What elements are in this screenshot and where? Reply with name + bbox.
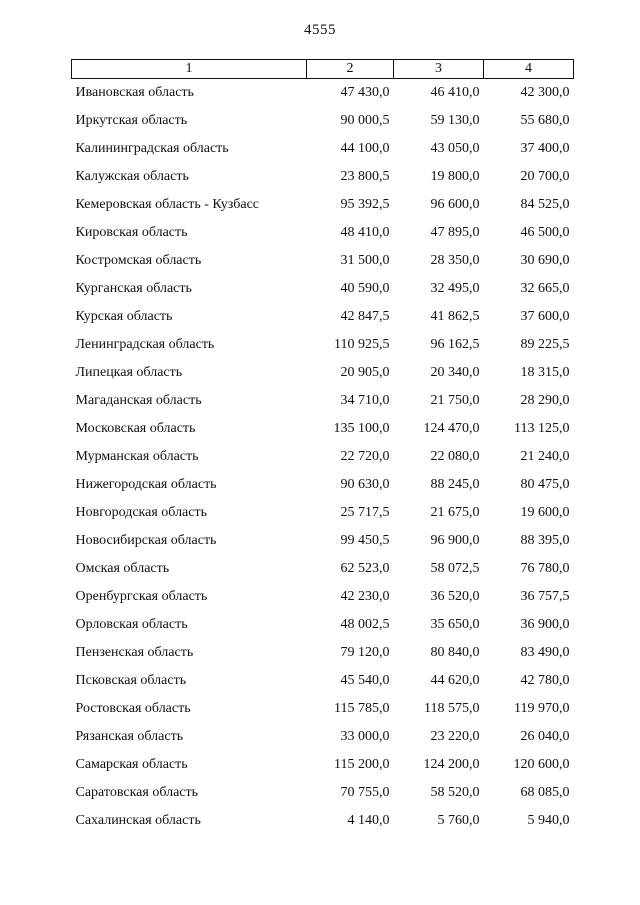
region-name-cell: Иркутская область	[75, 113, 188, 128]
value-cell-col3: 20 340,0	[430, 365, 480, 380]
region-name-cell: Новосибирская область	[75, 533, 217, 548]
region-name-cell: Курганская область	[75, 281, 192, 296]
value-cell-col2: 110 925,5	[334, 337, 390, 352]
value-cell-col4: 80 475,0	[520, 477, 570, 492]
value-cell-col4: 36 757,5	[520, 589, 570, 604]
value-cell-col2: 90 000,5	[340, 113, 390, 128]
column-header-3: 3	[394, 60, 484, 79]
region-name-cell: Костромская область	[75, 253, 202, 268]
value-cell-col3: 59 130,0	[430, 113, 480, 128]
value-cell-col2: 23 800,5	[340, 169, 390, 184]
value-cell-col2: 90 630,0	[340, 477, 390, 492]
region-name-cell: Кировская область	[75, 225, 188, 240]
table-row	[72, 107, 574, 135]
value-cell-col4: 89 225,5	[520, 337, 570, 352]
value-cell-col4: 83 490,0	[520, 645, 570, 660]
table-row	[72, 359, 574, 387]
value-cell-col4: 5 940,0	[527, 813, 570, 828]
value-cell-col2: 42 230,0	[340, 589, 390, 604]
value-cell-col4: 37 400,0	[520, 141, 570, 156]
region-name-cell: Сахалинская область	[75, 813, 201, 828]
region-name-cell: Курская область	[75, 309, 173, 324]
value-cell-col4: 84 525,0	[520, 197, 570, 212]
column-header-1: 1	[72, 60, 307, 79]
value-cell-col2: 62 523,0	[340, 561, 390, 576]
table-body	[72, 79, 574, 836]
table-row	[72, 723, 574, 751]
value-cell-col4: 46 500,0	[520, 225, 570, 240]
region-name-cell: Московская область	[75, 421, 196, 436]
value-cell-col3: 118 575,0	[424, 701, 480, 716]
value-cell-col2: 48 410,0	[340, 225, 390, 240]
table-row	[72, 583, 574, 611]
value-cell-col4: 42 300,0	[520, 85, 570, 100]
region-name-cell: Ростовская область	[75, 701, 191, 716]
region-name-cell: Орловская область	[75, 617, 188, 632]
table-row	[72, 779, 574, 807]
value-cell-col3: 35 650,0	[430, 617, 480, 632]
value-cell-col2: 47 430,0	[340, 85, 390, 100]
value-cell-col2: 45 540,0	[340, 673, 390, 688]
value-cell-col4: 76 780,0	[520, 561, 570, 576]
region-name-cell: Омская область	[75, 561, 170, 576]
region-name-cell: Рязанская область	[75, 729, 184, 744]
region-name-cell: Ивановская область	[75, 85, 194, 100]
value-cell-col4: 26 040,0	[520, 729, 570, 744]
table-row	[72, 695, 574, 723]
value-cell-col2: 34 710,0	[340, 393, 390, 408]
table-row	[72, 499, 574, 527]
table-row	[72, 387, 574, 415]
value-cell-col2: 42 847,5	[340, 309, 390, 324]
region-name-cell: Кемеровская область - Кузбасс	[75, 197, 260, 212]
value-cell-col4: 37 600,0	[520, 309, 570, 324]
region-name-cell: Магаданская область	[75, 393, 202, 408]
value-cell-col2: 44 100,0	[340, 141, 390, 156]
value-cell-col4: 19 600,0	[520, 505, 570, 520]
table-row	[72, 79, 574, 108]
region-name-cell: Калужская область	[75, 169, 189, 184]
value-cell-col2: 4 140,0	[347, 813, 390, 828]
value-cell-col3: 96 900,0	[430, 533, 480, 548]
value-cell-col2: 115 785,0	[334, 701, 390, 716]
region-name-cell: Липецкая область	[75, 365, 183, 380]
value-cell-col3: 88 245,0	[430, 477, 480, 492]
value-cell-col2: 70 755,0	[340, 785, 390, 800]
table-row	[72, 639, 574, 667]
value-cell-col4: 30 690,0	[520, 253, 570, 268]
value-cell-col2: 31 500,0	[340, 253, 390, 268]
value-cell-col4: 36 900,0	[520, 617, 570, 632]
value-cell-col3: 28 350,0	[430, 253, 480, 268]
table-row	[72, 163, 574, 191]
value-cell-col4: 120 600,0	[513, 757, 570, 772]
value-cell-col2: 22 720,0	[340, 449, 390, 464]
table-row	[72, 331, 574, 359]
column-header-4: 4	[484, 60, 574, 79]
value-cell-col3: 80 840,0	[430, 645, 480, 660]
regions-table	[71, 59, 574, 835]
value-cell-col3: 32 495,0	[430, 281, 480, 296]
table-row	[72, 247, 574, 275]
value-cell-col4: 113 125,0	[514, 421, 570, 436]
value-cell-col2: 79 120,0	[340, 645, 390, 660]
table-row	[72, 527, 574, 555]
region-name-cell: Самарская область	[75, 757, 188, 772]
table-header	[72, 60, 574, 79]
table-row	[72, 303, 574, 331]
value-cell-col3: 46 410,0	[430, 85, 480, 100]
value-cell-col3: 22 080,0	[430, 449, 480, 464]
value-cell-col3: 36 520,0	[430, 589, 480, 604]
value-cell-col2: 25 717,5	[340, 505, 390, 520]
table-row	[72, 135, 574, 163]
value-cell-col2: 99 450,5	[340, 533, 390, 548]
region-name-cell: Мурманская область	[75, 449, 199, 464]
value-cell-col3: 58 072,5	[430, 561, 480, 576]
value-cell-col4: 20 700,0	[520, 169, 570, 184]
value-cell-col4: 55 680,0	[520, 113, 570, 128]
table-row	[72, 443, 574, 471]
region-name-cell: Саратовская область	[75, 785, 199, 800]
region-name-cell: Оренбургская область	[75, 589, 208, 604]
value-cell-col3: 96 600,0	[430, 197, 480, 212]
value-cell-col3: 41 862,5	[430, 309, 480, 324]
table-row	[72, 219, 574, 247]
value-cell-col3: 5 760,0	[437, 813, 480, 828]
value-cell-col3: 47 895,0	[430, 225, 480, 240]
table-row	[72, 667, 574, 695]
page-number: 4555	[304, 22, 336, 38]
value-cell-col3: 19 800,0	[430, 169, 480, 184]
region-name-cell: Новгородская область	[75, 505, 207, 520]
value-cell-col2: 20 905,0	[340, 365, 390, 380]
region-name-cell: Пензенская область	[75, 645, 194, 660]
region-name-cell: Калининградская область	[75, 141, 229, 156]
value-cell-col2: 48 002,5	[340, 617, 390, 632]
value-cell-col4: 21 240,0	[520, 449, 570, 464]
value-cell-col4: 28 290,0	[520, 393, 570, 408]
table-row	[72, 415, 574, 443]
value-cell-col2: 95 392,5	[340, 197, 390, 212]
value-cell-col3: 96 162,5	[430, 337, 480, 352]
value-cell-col3: 124 200,0	[423, 757, 480, 772]
value-cell-col3: 23 220,0	[430, 729, 480, 744]
value-cell-col3: 44 620,0	[430, 673, 480, 688]
value-cell-col2: 135 100,0	[333, 421, 390, 436]
region-name-cell: Псковская область	[75, 673, 187, 688]
value-cell-col2: 40 590,0	[340, 281, 390, 296]
value-cell-col3: 124 470,0	[423, 421, 480, 436]
table-row	[72, 555, 574, 583]
value-cell-col3: 21 675,0	[430, 505, 480, 520]
table-row	[72, 807, 574, 835]
value-cell-col4: 18 315,0	[520, 365, 570, 380]
value-cell-col4: 88 395,0	[520, 533, 570, 548]
table-row	[72, 611, 574, 639]
value-cell-col4: 32 665,0	[520, 281, 570, 296]
value-cell-col3: 43 050,0	[430, 141, 480, 156]
value-cell-col4: 119 970,0	[514, 701, 570, 716]
value-cell-col3: 21 750,0	[430, 393, 480, 408]
table-row	[72, 471, 574, 499]
value-cell-col3: 58 520,0	[430, 785, 480, 800]
value-cell-col2: 115 200,0	[334, 757, 390, 772]
region-name-cell: Нижегородская область	[75, 477, 217, 492]
region-name-cell: Ленинградская область	[75, 337, 215, 352]
table-row	[72, 275, 574, 303]
table-row	[72, 191, 574, 219]
column-header-2: 2	[307, 60, 394, 79]
table-row	[72, 751, 574, 779]
value-cell-col2: 33 000,0	[340, 729, 390, 744]
value-cell-col4: 68 085,0	[520, 785, 570, 800]
value-cell-col4: 42 780,0	[520, 673, 570, 688]
header-row	[72, 60, 574, 79]
